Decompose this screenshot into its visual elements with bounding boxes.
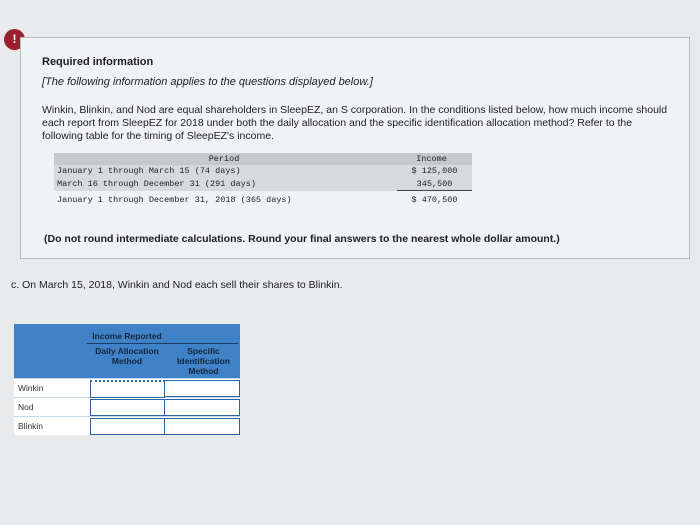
specific-identification-header: Specific Identification Method: [177, 346, 230, 376]
period-table-header: [54, 153, 472, 165]
nod-specific-input[interactable]: [164, 399, 240, 416]
nod-daily-input[interactable]: [90, 399, 166, 416]
required-information-box: [20, 37, 690, 259]
rounding-note: (Do not round intermediate calculations. Round your final answers to the nearest whole dollar amount.): [44, 233, 560, 245]
blinkin-specific-input[interactable]: [164, 418, 240, 435]
income-cell: 345,500: [397, 178, 472, 191]
table-row: [54, 178, 472, 191]
table-row: [14, 397, 240, 416]
period-cell: March 16 through December 31 (291 days): [57, 179, 256, 189]
answer-table: [14, 324, 240, 435]
table-row: [14, 378, 240, 397]
income-period-table: [54, 153, 472, 207]
exclamation-icon: !: [4, 29, 25, 50]
question-c: c. On March 15, 2018, Winkin and Nod each sell their shares to Blinkin.: [11, 279, 343, 291]
header-divider: [87, 343, 238, 344]
row-label: Nod: [14, 398, 91, 416]
table-row: [54, 194, 472, 207]
row-label: Winkin: [14, 379, 91, 397]
income-reported-header: Income Reported: [92, 331, 162, 341]
info-body: Winkin, Blinkin, and Nod are equal shareholders in SleepEZ, an S corporation. In the conditions listed below, how much income should each report from SleepEZ for 2018 under both the daily allocation and the specific identification allocation method? Refer to the following table for the timing of SleepEZ's income.: [42, 104, 668, 142]
period-cell: January 1 through March 15 (74 days): [57, 166, 241, 176]
info-subtitle: [The following information applies to the questions displayed below.]: [42, 76, 373, 88]
winkin-specific-input[interactable]: [164, 380, 240, 397]
daily-allocation-header: Daily Allocation Method: [95, 346, 159, 366]
income-cell: $ 470,500: [411, 195, 458, 205]
answer-table-header: [14, 324, 240, 378]
income-cell: $ 125,000: [411, 166, 458, 176]
table-row: [14, 416, 240, 435]
winkin-daily-input[interactable]: [90, 380, 166, 398]
table-row: [54, 165, 472, 178]
period-header: Period: [208, 154, 240, 164]
info-title: Required information: [42, 56, 154, 68]
row-label: Blinkin: [14, 417, 91, 435]
blinkin-daily-input[interactable]: [90, 418, 166, 435]
income-header: Income: [416, 154, 447, 164]
period-cell: January 1 through December 31, 2018 (365 days): [57, 195, 292, 205]
